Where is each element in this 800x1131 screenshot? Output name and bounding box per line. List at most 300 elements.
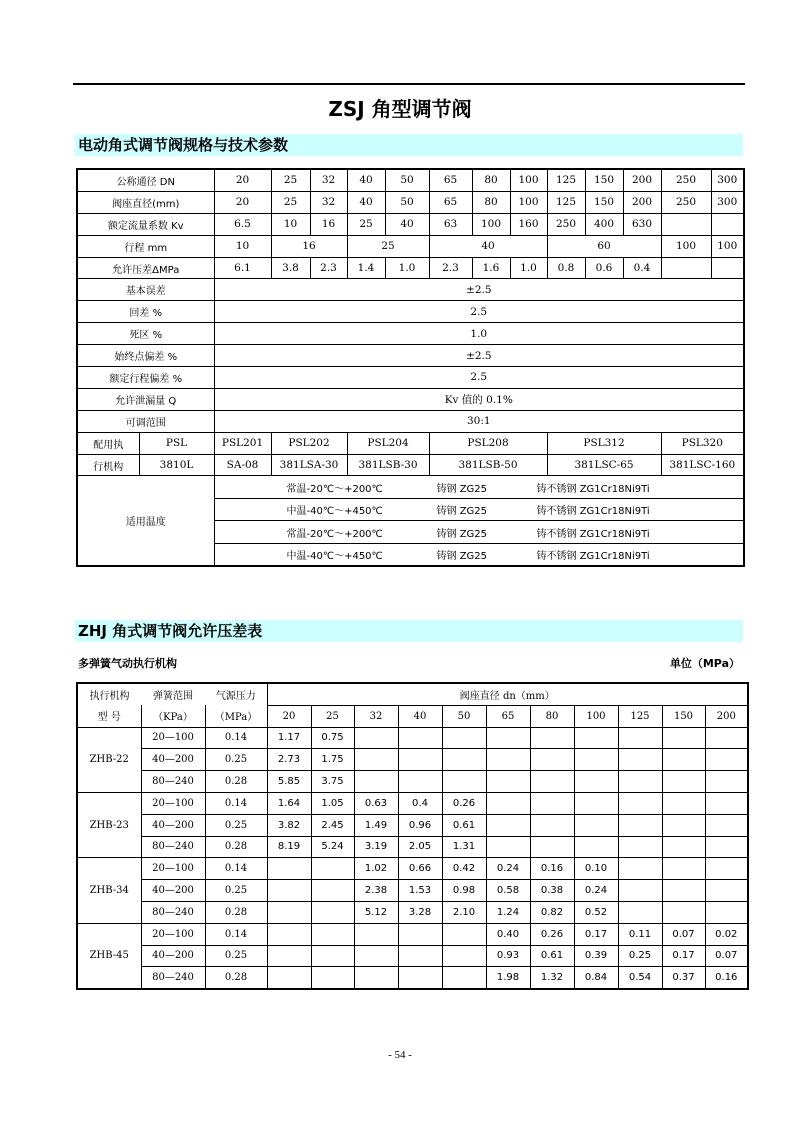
pressure-value xyxy=(705,771,748,793)
pressure-value xyxy=(267,945,311,967)
spring-range: 20—100 xyxy=(141,923,205,945)
air-pressure: 0.28 xyxy=(205,771,267,793)
temperature-label: 适用温度 xyxy=(77,476,214,567)
spec-value: 6.1 xyxy=(214,257,271,279)
temp-range: 中温-40℃～+450℃ xyxy=(286,551,383,563)
pressure-value: 0.25 xyxy=(618,945,662,967)
pressure-value xyxy=(705,858,748,880)
pressure-value: 0.40 xyxy=(486,923,530,945)
temperature-spec xyxy=(214,498,744,521)
spring-range: 80—240 xyxy=(141,836,205,858)
pressure-row xyxy=(77,880,748,902)
pressure-value xyxy=(398,749,442,771)
pressure-value xyxy=(311,967,354,989)
spec-value: 25 xyxy=(271,169,310,191)
pressure-row xyxy=(77,923,748,945)
spec-value: 0.8 xyxy=(547,257,585,279)
pressure-value: 1.49 xyxy=(354,814,398,836)
pressure-value xyxy=(618,836,662,858)
spec-value: 300 xyxy=(711,191,744,213)
spec-value: 25 xyxy=(347,213,385,235)
pressure-value xyxy=(662,749,705,771)
pressure-value xyxy=(486,814,530,836)
pressure-value xyxy=(267,967,311,989)
spec-value: 125 xyxy=(547,191,585,213)
air-pressure: 0.14 xyxy=(205,923,267,945)
spec-table xyxy=(76,168,745,567)
spec-value: 1.0 xyxy=(385,257,429,279)
spec-value: ±2.5 xyxy=(214,279,744,301)
pressure-value xyxy=(311,923,354,945)
pressure-value: 0.07 xyxy=(662,923,705,945)
pressure-value: 3.28 xyxy=(398,901,442,923)
pressure-value xyxy=(662,792,705,814)
pressure-value xyxy=(354,727,398,749)
pressure-value: 0.07 xyxy=(705,945,748,967)
spec-value: 80 xyxy=(472,191,510,213)
header-dn-value: 40 xyxy=(398,705,442,727)
page-number: - 54 - xyxy=(388,1049,412,1061)
actuator-model: SA-08 xyxy=(214,454,271,476)
pressure-value xyxy=(662,880,705,902)
spec-value: 125 xyxy=(547,169,585,191)
spec-value: 40 xyxy=(347,191,385,213)
pressure-value xyxy=(705,749,748,771)
pressure-value xyxy=(311,945,354,967)
pressure-value: 3.19 xyxy=(354,836,398,858)
pressure-value: 0.61 xyxy=(530,945,574,967)
pressure-value xyxy=(574,836,618,858)
actuator-model: PSL xyxy=(139,432,214,454)
pressure-value: 2.45 xyxy=(311,814,354,836)
pressure-value xyxy=(662,836,705,858)
row-label: 始终点偏差 % xyxy=(77,345,214,367)
pressure-value: 0.11 xyxy=(618,923,662,945)
material-stainless: 铸不锈钢 ZG1Cr18Ni9Ti xyxy=(536,551,650,563)
pressure-value: 0.38 xyxy=(530,880,574,902)
spec-value xyxy=(661,257,711,279)
spring-range: 40—200 xyxy=(141,749,205,771)
pressure-row xyxy=(77,901,748,923)
pressure-value xyxy=(486,771,530,793)
row-label: 额定行程偏差 % xyxy=(77,367,214,389)
pressure-value xyxy=(530,814,574,836)
pressure-value xyxy=(311,901,354,923)
spec-value: 630 xyxy=(623,213,661,235)
spec-value: 200 xyxy=(623,191,661,213)
spec-value: 1.0 xyxy=(510,257,547,279)
pressure-value: 0.10 xyxy=(574,858,618,880)
pressure-value xyxy=(442,967,486,989)
spec-value: 250 xyxy=(661,169,711,191)
row-label: 允许压差ΔMPa xyxy=(77,257,214,279)
pressure-value xyxy=(398,945,442,967)
pressure-value: 2.05 xyxy=(398,836,442,858)
air-pressure: 0.25 xyxy=(205,814,267,836)
pressure-value xyxy=(662,771,705,793)
pressure-value: 0.98 xyxy=(442,880,486,902)
spec-value: 100 xyxy=(711,235,744,257)
pressure-value xyxy=(662,727,705,749)
spec-value: 250 xyxy=(547,213,585,235)
pressure-value xyxy=(311,858,354,880)
pressure-value xyxy=(442,771,486,793)
spring-range: 20—100 xyxy=(141,792,205,814)
air-pressure: 0.28 xyxy=(205,836,267,858)
spec-value: 250 xyxy=(661,191,711,213)
section-title-pressure: ZHJ 角式调节阀允许压差表 xyxy=(75,620,743,642)
pressure-value: 1.53 xyxy=(398,880,442,902)
spec-row-stroke xyxy=(77,235,744,257)
spec-value: 40 xyxy=(429,235,547,257)
pressure-row xyxy=(77,771,748,793)
spec-value xyxy=(711,257,744,279)
spec-value: 0.6 xyxy=(585,257,623,279)
pressure-value xyxy=(398,727,442,749)
pressure-value xyxy=(618,880,662,902)
spec-value: 100 xyxy=(661,235,711,257)
pressure-value: 0.16 xyxy=(530,858,574,880)
spring-range: 80—240 xyxy=(141,967,205,989)
spec-row-kv xyxy=(77,213,744,235)
spec-value: 2.3 xyxy=(429,257,472,279)
pressure-value xyxy=(354,749,398,771)
header-dn-value: 100 xyxy=(574,705,618,727)
air-pressure: 0.14 xyxy=(205,858,267,880)
pressure-row xyxy=(77,836,748,858)
spec-value: 150 xyxy=(585,191,623,213)
pressure-row xyxy=(77,792,748,814)
pressure-value xyxy=(354,771,398,793)
header-dn-value: 65 xyxy=(486,705,530,727)
spec-value: 2.3 xyxy=(310,257,347,279)
pressure-value: 0.52 xyxy=(574,901,618,923)
pressure-value: 3.82 xyxy=(267,814,311,836)
material-cast-steel: 铸钢 ZG25 xyxy=(436,551,488,563)
header-dn-value: 32 xyxy=(354,705,398,727)
pressure-row xyxy=(77,945,748,967)
pressure-value xyxy=(267,880,311,902)
spring-range: 40—200 xyxy=(141,880,205,902)
pressure-value: 0.24 xyxy=(486,858,530,880)
spec-value xyxy=(711,213,744,235)
pressure-value xyxy=(574,727,618,749)
pressure-value xyxy=(267,901,311,923)
spec-value: 2.5 xyxy=(214,367,744,389)
temp-range: 常温-20℃～+200℃ xyxy=(286,483,383,495)
pressure-value xyxy=(442,923,486,945)
header-dn: 阀座直径 dn（mm） xyxy=(267,683,748,705)
pressure-value: 1.64 xyxy=(267,792,311,814)
pressure-value xyxy=(662,814,705,836)
pressure-value xyxy=(442,749,486,771)
air-pressure: 0.25 xyxy=(205,945,267,967)
header-dn-value: 125 xyxy=(618,705,662,727)
pressure-value: 0.39 xyxy=(574,945,618,967)
pressure-value xyxy=(705,880,748,902)
header-dn-value: 150 xyxy=(662,705,705,727)
spec-value: 300 xyxy=(711,169,744,191)
pressure-value xyxy=(530,727,574,749)
temperature-spec xyxy=(214,476,744,499)
spec-value: 32 xyxy=(310,191,347,213)
temperature-spec xyxy=(214,521,744,544)
actuator-label: 配用执 xyxy=(77,432,139,454)
pressure-value xyxy=(574,792,618,814)
spring-range: 80—240 xyxy=(141,901,205,923)
spec-value: 0.4 xyxy=(623,257,661,279)
actuator-model: 381LSB-30 xyxy=(347,454,429,476)
pressure-value xyxy=(354,967,398,989)
pressure-value: 0.54 xyxy=(618,967,662,989)
pressure-value: 0.75 xyxy=(311,727,354,749)
pressure-value xyxy=(486,792,530,814)
spec-value: 2.5 xyxy=(214,301,744,323)
pressure-value: 1.05 xyxy=(311,792,354,814)
pressure-row xyxy=(77,858,748,880)
actuator-model: 381LSC-65 xyxy=(547,454,661,476)
spec-value: 25 xyxy=(347,235,429,257)
header-dn-value: 200 xyxy=(705,705,748,727)
section-title-specs: 电动角式调节阀规格与技术参数 xyxy=(75,134,743,156)
pressure-value xyxy=(618,901,662,923)
pressure-value xyxy=(574,814,618,836)
air-pressure: 0.14 xyxy=(205,792,267,814)
material-cast-steel: 铸钢 ZG25 xyxy=(436,528,488,540)
pressure-value xyxy=(618,814,662,836)
spec-row-rated_stroke_dev xyxy=(77,367,744,389)
spring-range: 40—200 xyxy=(141,945,205,967)
pressure-value xyxy=(398,923,442,945)
spec-value: 100 xyxy=(510,191,547,213)
spec-value: 20 xyxy=(214,191,271,213)
pressure-value: 0.42 xyxy=(442,858,486,880)
header-model: 执行机构 xyxy=(77,683,141,705)
pressure-value xyxy=(530,749,574,771)
row-label: 基本误差 xyxy=(77,279,214,301)
actuator-label: 行机构 xyxy=(77,454,139,476)
pressure-value: 5.85 xyxy=(267,771,311,793)
spec-value: 40 xyxy=(385,213,429,235)
pressure-value xyxy=(574,771,618,793)
spec-value: 20 xyxy=(214,169,271,191)
pressure-value xyxy=(618,727,662,749)
pressure-value xyxy=(442,945,486,967)
pressure-row xyxy=(77,967,748,989)
pressure-value xyxy=(705,836,748,858)
actuator-model: PSL208 xyxy=(429,432,547,454)
pressure-value: 5.24 xyxy=(311,836,354,858)
spec-value: 50 xyxy=(385,191,429,213)
pressure-value xyxy=(530,771,574,793)
pressure-value: 1.32 xyxy=(530,967,574,989)
spec-value: 100 xyxy=(510,169,547,191)
temp-range: 常温-20℃～+200℃ xyxy=(286,528,383,540)
spec-value: 25 xyxy=(271,191,310,213)
spec-value: 65 xyxy=(429,169,472,191)
material-cast-steel: 铸钢 ZG25 xyxy=(436,506,488,518)
row-label: 公称通径 DN xyxy=(77,169,214,191)
spec-value: 150 xyxy=(585,169,623,191)
pressure-value xyxy=(486,727,530,749)
pressure-header-row xyxy=(77,705,748,727)
pressure-value: 0.4 xyxy=(398,792,442,814)
pressure-header-row xyxy=(77,683,748,705)
pressure-value xyxy=(354,945,398,967)
spec-value: 32 xyxy=(310,169,347,191)
pressure-value: 0.17 xyxy=(662,945,705,967)
pressure-value: 0.16 xyxy=(705,967,748,989)
pressure-value: 8.19 xyxy=(267,836,311,858)
spec-value: 10 xyxy=(271,213,310,235)
header-spring: 弹簧范围 xyxy=(141,683,205,705)
model-cell: ZHB-22 xyxy=(77,727,141,792)
actuator-model: PSL201 xyxy=(214,432,271,454)
pressure-value: 0.58 xyxy=(486,880,530,902)
actuator-model: PSL320 xyxy=(661,432,744,454)
pressure-value: 2.73 xyxy=(267,749,311,771)
spec-value: 40 xyxy=(347,169,385,191)
header-rule xyxy=(73,83,745,85)
spec-row-seat xyxy=(77,191,744,213)
pressure-value xyxy=(530,792,574,814)
pressure-value: 0.63 xyxy=(354,792,398,814)
model-cell: ZHB-45 xyxy=(77,923,141,989)
pressure-value: 0.17 xyxy=(574,923,618,945)
actuator-model: 381LSA-30 xyxy=(271,454,347,476)
material-stainless: 铸不锈钢 ZG1Cr18Ni9Ti xyxy=(536,483,650,495)
row-label: 允许泄漏量 Q xyxy=(77,388,214,410)
pressure-value: 0.93 xyxy=(486,945,530,967)
header-air-unit: （MPa） xyxy=(205,705,267,727)
spring-range: 80—240 xyxy=(141,771,205,793)
spec-value: 80 xyxy=(472,169,510,191)
row-label: 阀座直径(mm) xyxy=(77,191,214,213)
pressure-value: 1.75 xyxy=(311,749,354,771)
pressure-value xyxy=(267,923,311,945)
air-pressure: 0.28 xyxy=(205,967,267,989)
spec-row-temperature xyxy=(77,476,744,499)
pressure-value: 0.26 xyxy=(530,923,574,945)
spec-value: 1.6 xyxy=(472,257,510,279)
pressure-value: 0.02 xyxy=(705,923,748,945)
temperature-spec xyxy=(214,543,744,566)
pressure-value xyxy=(311,880,354,902)
pressure-value xyxy=(486,836,530,858)
spec-row-deadband xyxy=(77,323,744,345)
spec-row-dn xyxy=(77,169,744,191)
pressure-value: 0.84 xyxy=(574,967,618,989)
header-spring-unit: （KPa） xyxy=(141,705,205,727)
pressure-value: 3.75 xyxy=(311,771,354,793)
spec-value: 63 xyxy=(429,213,472,235)
pressure-value: 0.61 xyxy=(442,814,486,836)
material-stainless: 铸不锈钢 ZG1Cr18Ni9Ti xyxy=(536,528,650,540)
pressure-value xyxy=(398,771,442,793)
spec-value: 1.0 xyxy=(214,323,744,345)
row-label: 额定流量系数 Kv xyxy=(77,213,214,235)
air-pressure: 0.25 xyxy=(205,880,267,902)
actuator-model: PSL202 xyxy=(271,432,347,454)
spec-value: 10 xyxy=(214,235,271,257)
pressure-value xyxy=(662,901,705,923)
pressure-value xyxy=(618,749,662,771)
pressure-value: 2.10 xyxy=(442,901,486,923)
pressure-value xyxy=(442,727,486,749)
spec-row-dp xyxy=(77,257,744,279)
actuator-model: 381LSC-160 xyxy=(661,454,744,476)
pressure-value xyxy=(618,792,662,814)
pressure-row xyxy=(77,814,748,836)
pressure-value xyxy=(662,858,705,880)
actuator-model: PSL204 xyxy=(347,432,429,454)
pressure-value xyxy=(486,749,530,771)
spec-row-actuator xyxy=(77,432,744,454)
pressure-value xyxy=(618,858,662,880)
pressure-value: 1.24 xyxy=(486,901,530,923)
pressure-table xyxy=(76,682,749,990)
row-label: 死区 % xyxy=(77,323,214,345)
pressure-value: 0.96 xyxy=(398,814,442,836)
pressure-value xyxy=(574,749,618,771)
spec-value: 3.8 xyxy=(271,257,310,279)
header-dn-value: 20 xyxy=(267,705,311,727)
spec-value: 16 xyxy=(271,235,347,257)
spec-value: 30:1 xyxy=(214,410,744,432)
pressure-row xyxy=(77,749,748,771)
row-label: 回差 % xyxy=(77,301,214,323)
page-title: ZSJ 角型调节阀 xyxy=(328,97,472,121)
spring-range: 20—100 xyxy=(141,858,205,880)
material-cast-steel: 铸钢 ZG25 xyxy=(436,483,488,495)
pressure-value: 0.37 xyxy=(662,967,705,989)
air-pressure: 0.25 xyxy=(205,749,267,771)
spec-row-actuator xyxy=(77,454,744,476)
spec-value: 1.4 xyxy=(347,257,385,279)
pressure-value: 5.12 xyxy=(354,901,398,923)
pressure-value xyxy=(705,727,748,749)
pressure-value: 0.24 xyxy=(574,880,618,902)
pressure-value xyxy=(705,814,748,836)
header-dn-value: 25 xyxy=(311,705,354,727)
material-stainless: 铸不锈钢 ZG1Cr18Ni9Ti xyxy=(536,506,650,518)
header-air: 气源压力 xyxy=(205,683,267,705)
actuator-model: PSL312 xyxy=(547,432,661,454)
pressure-value xyxy=(530,836,574,858)
spec-value: 400 xyxy=(585,213,623,235)
header-model-sub: 型 号 xyxy=(77,705,141,727)
spec-value: 60 xyxy=(547,235,661,257)
spring-range: 20—100 xyxy=(141,727,205,749)
unit-label: 单位（MPa） xyxy=(669,657,740,670)
pressure-value: 0.26 xyxy=(442,792,486,814)
header-dn-value: 50 xyxy=(442,705,486,727)
spec-value: 65 xyxy=(429,191,472,213)
pressure-value xyxy=(267,858,311,880)
pressure-value xyxy=(354,923,398,945)
pressure-value: 0.82 xyxy=(530,901,574,923)
temp-range: 中温-40℃～+450℃ xyxy=(286,506,383,518)
spec-row-rangeability xyxy=(77,410,744,432)
pressure-value xyxy=(705,792,748,814)
header-dn-value: 80 xyxy=(530,705,574,727)
pressure-value: 1.17 xyxy=(267,727,311,749)
pressure-value: 0.66 xyxy=(398,858,442,880)
row-label: 可调范围 xyxy=(77,410,214,432)
pressure-value: 1.31 xyxy=(442,836,486,858)
pressure-value: 2.38 xyxy=(354,880,398,902)
pressure-value xyxy=(398,967,442,989)
